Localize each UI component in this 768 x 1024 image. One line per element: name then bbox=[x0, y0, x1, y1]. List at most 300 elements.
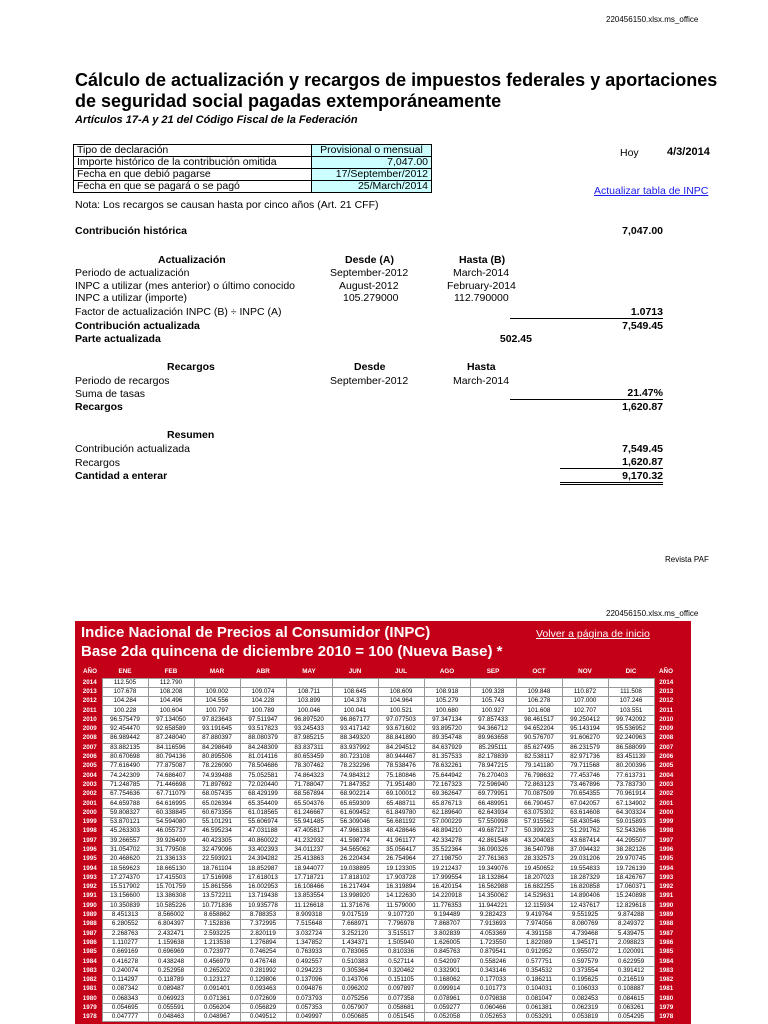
inpc-value-cell: 64.659788 bbox=[102, 799, 148, 808]
inpc-value-cell: 7.152836 bbox=[194, 920, 240, 929]
inpc-value-cell: 0.143706 bbox=[332, 976, 378, 985]
inpc-value-cell: 52.543266 bbox=[608, 827, 654, 836]
inpc-value-cell: 0.101773 bbox=[470, 985, 516, 994]
year-cell: 2000 bbox=[82, 808, 97, 816]
inpc-value-cell: 17.415503 bbox=[148, 873, 194, 882]
inpc-value-cell: 109.074 bbox=[240, 687, 286, 696]
inpc-value-cell: 7.974056 bbox=[516, 920, 562, 929]
inpc-value-cell: 80.794136 bbox=[148, 752, 194, 761]
inpc-value-cell: 105.279 bbox=[424, 697, 470, 706]
inpc-value-cell: 108.711 bbox=[286, 687, 332, 696]
inpc-imp-hasta: 112.790000 bbox=[454, 292, 509, 304]
inpc-value-cell: 70.961914 bbox=[608, 790, 654, 799]
table-row bbox=[78, 771, 678, 780]
amount-input[interactable]: 7,047.00 bbox=[312, 157, 432, 169]
inpc-value-cell: 18.132864 bbox=[470, 873, 516, 882]
inpc-value-cell: 0.075256 bbox=[332, 994, 378, 1003]
contrib-act-value: 7,549.45 bbox=[622, 320, 663, 332]
inpc-value-cell: 0.177033 bbox=[470, 976, 516, 985]
table-row bbox=[78, 901, 678, 910]
year-cell: 2013 bbox=[82, 687, 97, 695]
inpc-value-cell: 11.579000 bbox=[378, 901, 424, 910]
table-row bbox=[78, 938, 678, 947]
inpc-value-cell: 0.597579 bbox=[562, 957, 608, 966]
inpc-value-cell: 0.151105 bbox=[378, 976, 424, 985]
inpc-value-cell: 26.754964 bbox=[378, 855, 424, 864]
inpc-value-cell: 10.585226 bbox=[148, 901, 194, 910]
inpc-value-cell: 8.658862 bbox=[194, 910, 240, 919]
today-label: Hoy bbox=[620, 147, 639, 159]
inpc-value-cell: 0.343146 bbox=[470, 966, 516, 975]
year-cell: 2009 bbox=[659, 725, 674, 733]
table-row bbox=[78, 920, 678, 929]
table-row bbox=[78, 817, 678, 826]
inpc-value-cell: 0.879541 bbox=[470, 948, 516, 957]
inpc-value-cell: 29.031206 bbox=[562, 855, 608, 864]
table-row bbox=[74, 181, 432, 193]
inpc-value-cell bbox=[424, 678, 470, 687]
inpc-panel bbox=[75, 621, 691, 1024]
column-header: AGO bbox=[439, 667, 455, 675]
table-row bbox=[78, 966, 678, 975]
inpc-value-cell: 0.696969 bbox=[148, 948, 194, 957]
inpc-value-cell: 65.504376 bbox=[286, 799, 332, 808]
inpc-value-cell: 41.598774 bbox=[332, 836, 378, 845]
inpc-value-cell: 112.505 bbox=[102, 678, 148, 687]
inpc-value-cell: 74.939488 bbox=[194, 771, 240, 780]
inpc-value-cell: 84.637929 bbox=[424, 743, 470, 752]
inpc-value-cell: 14.220918 bbox=[424, 892, 470, 901]
inpc-value-cell: 14.890406 bbox=[562, 892, 608, 901]
year-cell: 2014 bbox=[82, 678, 97, 686]
inpc-value-cell: 17.818102 bbox=[332, 873, 378, 882]
inpc-value-cell: 38.282126 bbox=[608, 845, 654, 854]
inpc-value-cell: 91.606270 bbox=[562, 734, 608, 743]
inpc-value-cell: 0.354532 bbox=[516, 966, 562, 975]
inpc-value-cell: 56.309046 bbox=[332, 817, 378, 826]
inpc-value-cell: 94.652204 bbox=[516, 724, 562, 733]
inpc-value-cell: 83.882135 bbox=[102, 743, 148, 752]
inpc-value-cell: 39.266557 bbox=[102, 836, 148, 845]
table-row bbox=[78, 994, 678, 1003]
table-row bbox=[78, 836, 678, 845]
inpc-value-cell: 19.212437 bbox=[424, 864, 470, 873]
inpc-value-cell: 31.054702 bbox=[102, 845, 148, 854]
back-to-home-link[interactable]: Volver a página de inicio bbox=[536, 628, 650, 640]
inpc-value-cell: 93.245433 bbox=[286, 724, 332, 733]
today-value: 4/3/2014 bbox=[667, 146, 710, 158]
res-total-label: Cantidad a enterar bbox=[75, 470, 168, 482]
factor-value: 1.0713 bbox=[510, 306, 663, 319]
inpc-value-cell: 0.456979 bbox=[194, 957, 240, 966]
inpc-value-cell: 88.080379 bbox=[240, 734, 286, 743]
table-row bbox=[78, 855, 678, 864]
table-row bbox=[74, 157, 432, 169]
inpc-value-cell: 29.970745 bbox=[608, 855, 654, 864]
inpc-title: Indice Nacional de Precios al Consumidor (INPC) bbox=[81, 624, 431, 641]
inpc-value-cell: 104.284 bbox=[102, 697, 148, 706]
year-cell: 2010 bbox=[659, 715, 674, 723]
inpc-value-cell: 7.913693 bbox=[470, 920, 516, 929]
inpc-value-cell: 0.510383 bbox=[332, 957, 378, 966]
inpc-value-cell: 95.143194 bbox=[562, 724, 608, 733]
inpc-value-cell: 83.937992 bbox=[332, 743, 378, 752]
inpc-value-cell: 9.107720 bbox=[378, 910, 424, 919]
inpc-value-cell: 0.108887 bbox=[608, 985, 654, 994]
year-cell: 2004 bbox=[659, 771, 674, 779]
inpc-value-cell: 71.951480 bbox=[378, 780, 424, 789]
parte-label: Parte actualizada bbox=[75, 333, 161, 345]
info-label: Fecha en que se pagará o se pagó bbox=[74, 181, 312, 193]
inpc-value-cell: 51.291762 bbox=[562, 827, 608, 836]
inpc-value-cell: 47.405817 bbox=[286, 827, 332, 836]
info-label: Importe histórico de la contribución omitida bbox=[74, 157, 312, 169]
year-cell: 2002 bbox=[82, 790, 97, 798]
inpc-value-cell: 12.437617 bbox=[562, 901, 608, 910]
inpc-value-cell bbox=[470, 678, 516, 687]
inpc-value-cell: 7.515648 bbox=[286, 920, 332, 929]
inpc-value-cell: 0.542097 bbox=[424, 957, 470, 966]
inpc-value-cell: 10.350839 bbox=[102, 901, 148, 910]
table-row bbox=[78, 715, 678, 724]
inpc-base-title: Base 2da quincena de diciembre 2010 = 100 (Nueva Base) * bbox=[81, 643, 503, 660]
year-cell: 1978 bbox=[82, 1013, 97, 1021]
year-cell: 1982 bbox=[82, 976, 97, 984]
inpc-value-cell: 24.394282 bbox=[240, 855, 286, 864]
declaration-type-input[interactable]: Provisional o mensual bbox=[312, 145, 432, 157]
year-cell: 2001 bbox=[659, 799, 674, 807]
inpc-value-cell: 9.194489 bbox=[424, 910, 470, 919]
inpc-value-cell: 78.947215 bbox=[470, 762, 516, 771]
inpc-value-cell: 82.971736 bbox=[562, 752, 608, 761]
table-row bbox=[78, 724, 678, 733]
inpc-value-cell: 7.796978 bbox=[378, 920, 424, 929]
year-cell: 1996 bbox=[82, 845, 97, 853]
year-cell: 1988 bbox=[82, 920, 97, 928]
inpc-value-cell: 100.521 bbox=[378, 706, 424, 715]
column-header: NOV bbox=[578, 667, 592, 675]
due-date-input[interactable]: 17/September/2012 bbox=[312, 169, 432, 181]
inpc-value-cell: 17.060371 bbox=[608, 883, 654, 892]
table-row bbox=[78, 687, 678, 696]
year-cell: 2005 bbox=[82, 762, 97, 770]
inpc-value-cell: 85.627495 bbox=[516, 743, 562, 752]
inpc-value-cell: 88.841890 bbox=[378, 734, 424, 743]
inpc-value-cell: 87.248040 bbox=[148, 734, 194, 743]
inpc-value-cell: 99.742092 bbox=[608, 715, 654, 724]
inpc-value-cell: 106.278 bbox=[516, 697, 562, 706]
inpc-value-cell: 67.711079 bbox=[148, 790, 194, 799]
inpc-value-cell: 84.116596 bbox=[148, 743, 194, 752]
act-periodo-hasta: March-2014 bbox=[453, 267, 510, 279]
inpc-mes-hasta: February-2014 bbox=[447, 280, 516, 292]
year-cell: 1998 bbox=[82, 827, 97, 835]
inpc-value-cell: 0.294223 bbox=[286, 966, 332, 975]
inpc-value-cell: 14.350062 bbox=[470, 892, 516, 901]
inpc-value-cell: 1.822089 bbox=[516, 938, 562, 947]
inpc-value-cell: 2.432471 bbox=[148, 929, 194, 938]
recargos-value: 1,620.87 bbox=[622, 401, 663, 413]
table-row bbox=[78, 827, 678, 836]
table-row bbox=[78, 1003, 678, 1012]
inpc-value-cell: 3.802839 bbox=[424, 929, 470, 938]
inpc-value-cell: 83.451139 bbox=[608, 752, 654, 761]
year-cell: 1997 bbox=[82, 836, 97, 844]
table-row bbox=[78, 734, 678, 743]
inpc-value-cell: 7.668971 bbox=[332, 920, 378, 929]
inpc-value-cell: 0.216519 bbox=[608, 976, 654, 985]
year-cell: 2011 bbox=[659, 706, 674, 714]
inpc-value-cell: 69.779951 bbox=[470, 790, 516, 799]
recargos-label: Recargos bbox=[75, 401, 123, 413]
inpc-value-cell: 99.250412 bbox=[562, 715, 608, 724]
inpc-value-cell: 74.984312 bbox=[332, 771, 378, 780]
inpc-value-cell: 108.609 bbox=[378, 687, 424, 696]
year-cell: 1999 bbox=[659, 818, 674, 826]
inpc-value-cell: 78.538476 bbox=[378, 762, 424, 771]
inpc-value-cell: 18.569623 bbox=[102, 864, 148, 873]
inpc-value-cell: 0.079838 bbox=[470, 994, 516, 1003]
year-cell: 1992 bbox=[659, 883, 674, 891]
inpc-value-cell: 0.051545 bbox=[378, 1013, 424, 1022]
table-row bbox=[74, 145, 432, 157]
inpc-value-cell: 0.073793 bbox=[286, 994, 332, 1003]
inpc-value-cell: 73.783730 bbox=[608, 780, 654, 789]
inpc-value-cell: 104.378 bbox=[332, 697, 378, 706]
inpc-value-cell: 68.567894 bbox=[286, 790, 332, 799]
inpc-value-cell: 1.347852 bbox=[286, 938, 332, 947]
inpc-value-cell: 0.047777 bbox=[102, 1013, 148, 1022]
year-cell: 1990 bbox=[659, 901, 674, 909]
year-cell: 1989 bbox=[82, 911, 97, 919]
inpc-value-cell: 13.386308 bbox=[148, 892, 194, 901]
inpc-value-cell: 108.918 bbox=[424, 687, 470, 696]
inpc-value-cell: 0.069923 bbox=[148, 994, 194, 1003]
inpc-value-cell: 6.280552 bbox=[102, 920, 148, 929]
inpc-value-cell: 13.853554 bbox=[286, 892, 332, 901]
table-row bbox=[78, 873, 678, 882]
inpc-value-cell: 17.274370 bbox=[102, 873, 148, 882]
inpc-value-cell: 93.191645 bbox=[194, 724, 240, 733]
inpc-value-cell: 8.566002 bbox=[148, 910, 194, 919]
inpc-value-cell: 0.106033 bbox=[562, 985, 608, 994]
year-cell: 1981 bbox=[659, 985, 674, 993]
inpc-value-cell: 48.428646 bbox=[378, 827, 424, 836]
inpc-value-cell: 19.554833 bbox=[562, 864, 608, 873]
inpc-value-cell: 81.357533 bbox=[424, 752, 470, 761]
column-header: JUN bbox=[348, 667, 362, 675]
inpc-value-cell: 0.087342 bbox=[102, 985, 148, 994]
inpc-value-cell: 13.719438 bbox=[240, 892, 286, 901]
year-cell: 1979 bbox=[82, 1004, 97, 1012]
inpc-value-cell: 9.419764 bbox=[516, 910, 562, 919]
inpc-value-cell: 79.141180 bbox=[516, 762, 562, 771]
year-cell: 1989 bbox=[659, 911, 674, 919]
inpc-value-cell: 65.026394 bbox=[194, 799, 240, 808]
inpc-value-cell: 0.723977 bbox=[194, 948, 240, 957]
year-cell: 1979 bbox=[659, 1004, 674, 1012]
inpc-value-cell: 11.126618 bbox=[286, 901, 332, 910]
inpc-value-cell: 109.002 bbox=[194, 687, 240, 696]
inpc-value-cell: 62.189640 bbox=[424, 808, 470, 817]
inpc-value-cell: 12.115934 bbox=[516, 901, 562, 910]
rec-periodo-desde: September-2012 bbox=[330, 375, 409, 387]
inpc-value-cell: 18.426767 bbox=[608, 873, 654, 882]
inpc-value-cell: 107.678 bbox=[102, 687, 148, 696]
inpc-value-cell bbox=[608, 678, 654, 687]
inpc-value-cell: 94.366712 bbox=[470, 724, 516, 733]
inpc-value-cell: 0.168062 bbox=[424, 976, 470, 985]
year-cell: 2012 bbox=[659, 697, 674, 705]
inpc-value-cell: 0.084615 bbox=[608, 994, 654, 1003]
inpc-value-cell: 0.492557 bbox=[286, 957, 332, 966]
inpc-value-cell: 7.372995 bbox=[240, 920, 286, 929]
inpc-value-cell: 92.240963 bbox=[608, 734, 654, 743]
inpc-value-cell: 19.726139 bbox=[608, 864, 654, 873]
inpc-value-cell: 84.248309 bbox=[240, 743, 286, 752]
inpc-value-cell: 92.454470 bbox=[102, 724, 148, 733]
table-row bbox=[78, 910, 678, 919]
inpc-value-cell: 93.671602 bbox=[378, 724, 424, 733]
update-inpc-link[interactable]: Actualizar tabla de INPC bbox=[594, 185, 709, 197]
inpc-value-cell: 9.282423 bbox=[470, 910, 516, 919]
inpc-value-cell: 76.270403 bbox=[470, 771, 516, 780]
year-cell: 1994 bbox=[82, 864, 97, 872]
revista-label: Revista PAF bbox=[665, 555, 709, 564]
inpc-value-cell: 74.242309 bbox=[102, 771, 148, 780]
inpc-value-cell: 21.336133 bbox=[148, 855, 194, 864]
inpc-value-cell: 71.248785 bbox=[102, 780, 148, 789]
inpc-value-cell: 95.536952 bbox=[608, 724, 654, 733]
act-heading: Actualización bbox=[158, 254, 226, 266]
inpc-value-cell: 0.053291 bbox=[516, 1013, 562, 1022]
inpc-value-cell: 107.000 bbox=[562, 697, 608, 706]
inpc-value-cell: 0.072609 bbox=[240, 994, 286, 1003]
inpc-value-cell: 0.391412 bbox=[608, 966, 654, 975]
inpc-value-cell: 45.263303 bbox=[102, 827, 148, 836]
inpc-value-cell: 77.613731 bbox=[608, 771, 654, 780]
inpc-value-cell: 13.998920 bbox=[332, 892, 378, 901]
inpc-value-cell: 80.670698 bbox=[102, 752, 148, 761]
inpc-value-cell: 84.294512 bbox=[378, 743, 424, 752]
inpc-value-cell: 71.446698 bbox=[148, 780, 194, 789]
table-row bbox=[78, 948, 678, 957]
payment-date-input[interactable]: 25/March/2014 bbox=[312, 181, 432, 193]
inpc-value-cell: 36.090326 bbox=[470, 845, 516, 854]
inpc-value-cell: 78.632261 bbox=[424, 762, 470, 771]
inpc-value-cell: 97.857433 bbox=[470, 715, 516, 724]
file-name-2: 220456150.xlsx.ms_office bbox=[606, 609, 699, 618]
inpc-value-cell: 82.538117 bbox=[516, 752, 562, 761]
year-cell: 1988 bbox=[659, 920, 674, 928]
column-header: MAY bbox=[302, 667, 316, 675]
inpc-value-cell: 101.608 bbox=[516, 706, 562, 715]
inpc-value-cell bbox=[332, 678, 378, 687]
inpc-value-cell: 22.593921 bbox=[194, 855, 240, 864]
inpc-value-cell: 12.829618 bbox=[608, 901, 654, 910]
page-subtitle: Artículos 17-A y 21 del Código Fiscal de la Federación bbox=[75, 114, 358, 126]
inpc-value-cell: 47.031188 bbox=[240, 827, 286, 836]
inpc-value-cell: 80.944467 bbox=[378, 752, 424, 761]
inpc-value-cell: 68.057435 bbox=[194, 790, 240, 799]
year-cell: 2001 bbox=[82, 799, 97, 807]
inpc-value-cell: 71.897692 bbox=[194, 780, 240, 789]
year-cell: 2010 bbox=[82, 715, 97, 723]
inpc-value-cell: 1.434371 bbox=[332, 938, 378, 947]
inpc-value-cell: 34.011237 bbox=[286, 845, 332, 854]
inpc-value-cell: 69.362647 bbox=[424, 790, 470, 799]
inpc-value-cell: 78.504686 bbox=[240, 762, 286, 771]
inpc-value-cell: 47.966138 bbox=[332, 827, 378, 836]
inpc-value-cell: 86.588099 bbox=[608, 743, 654, 752]
inpc-value-cell: 0.054295 bbox=[608, 1013, 654, 1022]
inpc-value-cell: 9.017519 bbox=[332, 910, 378, 919]
inpc-value-cell: 17.999554 bbox=[424, 873, 470, 882]
year-cell: 1978 bbox=[659, 1013, 674, 1021]
inpc-value-cell: 32.479096 bbox=[194, 845, 240, 854]
inpc-value-cell bbox=[562, 678, 608, 687]
inpc-value-cell: 16.108466 bbox=[286, 883, 332, 892]
inpc-value-cell: 87.880397 bbox=[194, 734, 240, 743]
inpc-value-cell: 39.926409 bbox=[148, 836, 194, 845]
inpc-value-cell: 0.056204 bbox=[194, 1003, 240, 1012]
inpc-value-cell: 70.087509 bbox=[516, 790, 562, 799]
inpc-value-cell: 72.596940 bbox=[470, 780, 516, 789]
year-cell: 2003 bbox=[659, 780, 674, 788]
rec-hasta-header: Hasta bbox=[467, 361, 496, 373]
inpc-value-cell: 0.186211 bbox=[516, 976, 562, 985]
inpc-value-cell: 0.063261 bbox=[608, 1003, 654, 1012]
inpc-value-cell: 0.053819 bbox=[562, 1013, 608, 1022]
inpc-value-cell: 0.054695 bbox=[102, 1003, 148, 1012]
inpc-value-cell: 60.673356 bbox=[194, 808, 240, 817]
inpc-value-cell: 93.517823 bbox=[240, 724, 286, 733]
table-row bbox=[78, 799, 678, 808]
inpc-value-cell: 5.439475 bbox=[608, 929, 654, 938]
rec-periodo-label: Periodo de recargos bbox=[75, 375, 170, 387]
inpc-value-cell: 41.232932 bbox=[286, 836, 332, 845]
inpc-value-cell: 0.129806 bbox=[240, 976, 286, 985]
file-name: 220456150.xlsx.ms_office bbox=[606, 15, 699, 24]
inpc-value-cell: 11.371676 bbox=[332, 901, 378, 910]
inpc-value-cell: 78.232296 bbox=[332, 762, 378, 771]
column-header: JUL bbox=[395, 667, 407, 675]
inpc-value-cell: 0.048967 bbox=[194, 1013, 240, 1022]
year-cell: 1980 bbox=[659, 994, 674, 1002]
column-header: FEB bbox=[164, 667, 178, 675]
inpc-value-cell: 0.057907 bbox=[332, 1003, 378, 1012]
inpc-value-cell: 15.861556 bbox=[194, 883, 240, 892]
inpc-value-cell: 0.050685 bbox=[332, 1013, 378, 1022]
inpc-value-cell: 0.438248 bbox=[148, 957, 194, 966]
column-header: OCT bbox=[532, 667, 546, 675]
input-table bbox=[73, 144, 432, 193]
inpc-value-cell: 0.093463 bbox=[240, 985, 286, 994]
inpc-value-cell: 65.488711 bbox=[378, 799, 424, 808]
inpc-value-cell: 4.053369 bbox=[470, 929, 516, 938]
info-label: Fecha en que debió pagarse bbox=[74, 169, 312, 181]
inpc-value-cell: 57.915562 bbox=[516, 817, 562, 826]
inpc-value-cell: 78.226090 bbox=[194, 762, 240, 771]
inpc-value-cell: 35.056417 bbox=[378, 845, 424, 854]
inpc-value-cell: 0.123127 bbox=[194, 976, 240, 985]
inpc-value-cell: 111.508 bbox=[608, 687, 654, 696]
inpc-value-cell: 61.246667 bbox=[286, 808, 332, 817]
inpc-value-cell: 100.041 bbox=[332, 706, 378, 715]
inpc-value-cell: 80.653459 bbox=[286, 752, 332, 761]
inpc-value-cell: 0.240074 bbox=[102, 966, 148, 975]
inpc-value-cell: 42.334278 bbox=[424, 836, 470, 845]
